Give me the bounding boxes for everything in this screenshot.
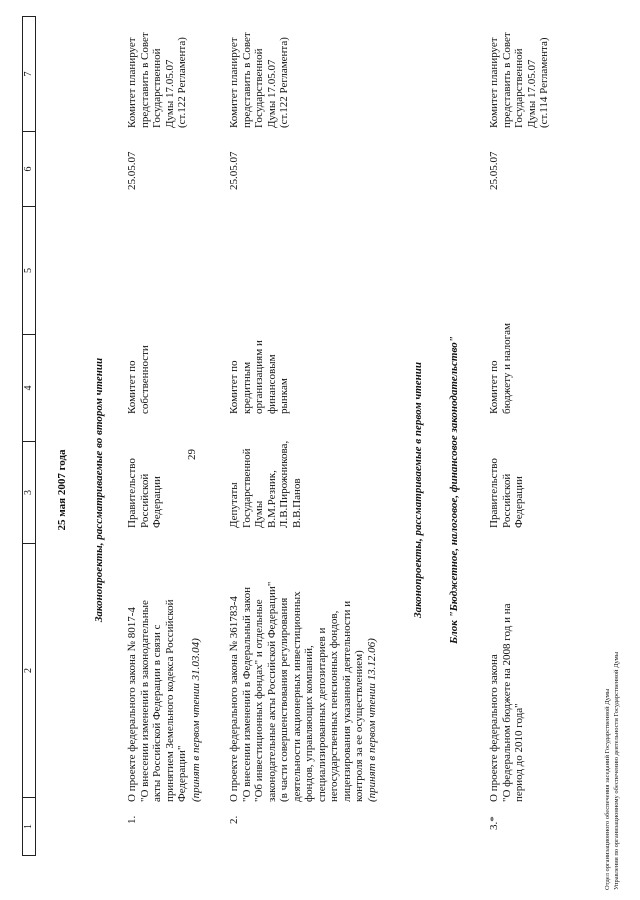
column-header-3: 3 — [23, 441, 35, 543]
column-header-1: 1 — [23, 797, 35, 855]
section-first-reading: Законопроекты, рассматриваемые в первом чтении — [412, 362, 424, 618]
footer-line-2: Управления по организационному обеспечению деятельности Государственной Думы — [613, 651, 620, 890]
column-header-5: 5 — [23, 206, 35, 334]
row-3-date: 25.05.07 — [488, 151, 500, 190]
page-number: 29 — [186, 449, 198, 460]
row-1-date: 25.05.07 — [126, 151, 138, 190]
row-3-remark: Комитет планирует представить в Совет Государственной Думы 17.05.07 (ст.114 Регламента) — [488, 32, 550, 128]
column-header-4: 4 — [23, 334, 35, 441]
row-2-date: 25.05.07 — [228, 151, 240, 190]
row-1-author: Правительство Российской Федерации — [126, 458, 163, 528]
row-1-note: (принят в первом чтении 31.03.04) — [190, 638, 202, 802]
row-1-committee: Комитет по собственности — [126, 345, 151, 414]
row-3-committee: Комитет по бюджету и налогам — [488, 323, 513, 414]
column-header-row — [22, 16, 36, 856]
row-1-number: 1. — [126, 815, 138, 824]
footer-line-1: Отдел организационного обеспечения заседаний Государственной Думы — [604, 688, 611, 890]
row-1-title: О проекте федерального закона № 8017-4 "О внесении изменений в законодательные акты Российской Федерации в связи с принятием Земельного кодекса Российской Федерации" — [126, 599, 188, 802]
column-header-6: 6 — [23, 131, 35, 206]
row-3-number: 3.* — [488, 816, 500, 830]
column-header-2: 2 — [23, 543, 35, 797]
row-2-committee: Комитет по кредитным организациям и финансовым рынкам — [228, 340, 290, 414]
row-3-author: Правительство Российской Федерации — [488, 458, 525, 528]
row-3-title: О проекте федерального закона "О федеральном бюджете на 2008 год и на период до 2010 года" — [488, 603, 525, 802]
row-2-number: 2. — [228, 815, 240, 824]
section-budget-block: Блок "Бюджетное, налоговое, финансовое законодательство" — [448, 336, 460, 644]
row-2-author: Депутаты Государственной Думы В.М.Резник, Л.В.Пирожникова, В.В.Панов — [228, 440, 303, 528]
row-1-remark: Комитет планирует представить в Совет Государственной Думы 17.05.07 (ст.122 Регламента) — [126, 32, 188, 128]
column-header-7: 7 — [23, 71, 34, 77]
row-2-title: О проекте федерального закона № 361783-4 "О внесении изменений в Федеральный закон "Об инвестиционных фондах" и отдельные законодательные акты Российской Федерации" (в части совершенствования регулирования деятельности акционерных инвестиционных фондов, управляющих компаний, специализированных депозитариев и негосударственных пенсионных фондов, лицензирования указанной деятельности и контроля за ее осуществлением) — [228, 581, 365, 802]
section-second-reading: Законопроекты, рассматриваемые во втором чтении — [93, 357, 105, 623]
row-2-note: (принят в первом чтении 13.12.06) — [366, 638, 378, 802]
date-heading: 25 мая 2007 года — [56, 449, 68, 531]
row-2-remark: Комитет планирует представить в Совет Государственной Думы 17.05.07 (ст.122 Регламента) — [228, 32, 290, 128]
